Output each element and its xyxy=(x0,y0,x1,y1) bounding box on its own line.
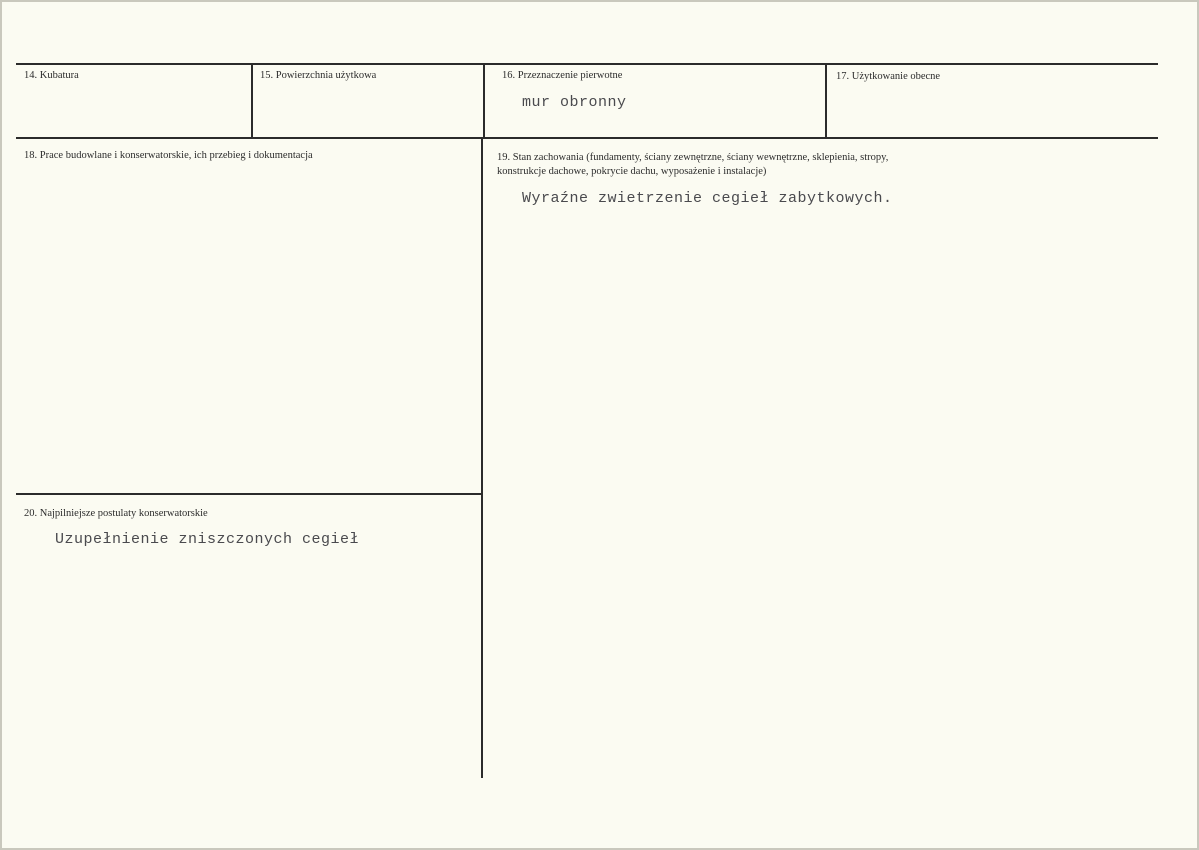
divider-14-15 xyxy=(251,64,253,138)
field-przeznaczenie-pierwotne-value: mur obronny xyxy=(522,94,627,111)
field-przeznaczenie-pierwotne-label: 16. Przeznaczenie pierwotne xyxy=(502,70,623,81)
field-powierzchnia-uzytkowa-label: 15. Powierzchnia użytkowa xyxy=(260,70,377,81)
field-stan-zachowania-value: Wyraźne zwietrzenie cegieł zabytkowych. xyxy=(522,190,893,207)
field-stan-zachowania-label-line1: 19. Stan zachowania (fundamenty, ściany zewnętrzne, ściany wewnętrzne, sklepienia, stropy, xyxy=(497,152,889,163)
middle-rule xyxy=(16,137,1158,139)
field-prace-budowlane-label: 18. Prace budowlane i konserwatorskie, ich przebieg i dokumentacja xyxy=(24,150,313,161)
divider-18-19 xyxy=(481,138,483,778)
top-rule xyxy=(16,63,1158,65)
field-postulaty-konserwatorskie-label: 20. Najpilniejsze postulaty konserwatorskie xyxy=(24,508,208,519)
divider-16-17 xyxy=(825,64,827,138)
field-uzytkowanie-obecne-label: 17. Użytkowanie obecne xyxy=(836,71,941,82)
field-kubatura-label: 14. Kubatura xyxy=(24,70,79,81)
field-stan-zachowania-label-line2: konstrukcje dachowe, pokrycie dachu, wyposażenie i instalacje) xyxy=(497,166,767,177)
divider-18-20 xyxy=(16,493,481,495)
divider-15-16 xyxy=(483,64,485,138)
field-postulaty-konserwatorskie-value: Uzupełnienie zniszczonych cegieł xyxy=(55,531,360,548)
